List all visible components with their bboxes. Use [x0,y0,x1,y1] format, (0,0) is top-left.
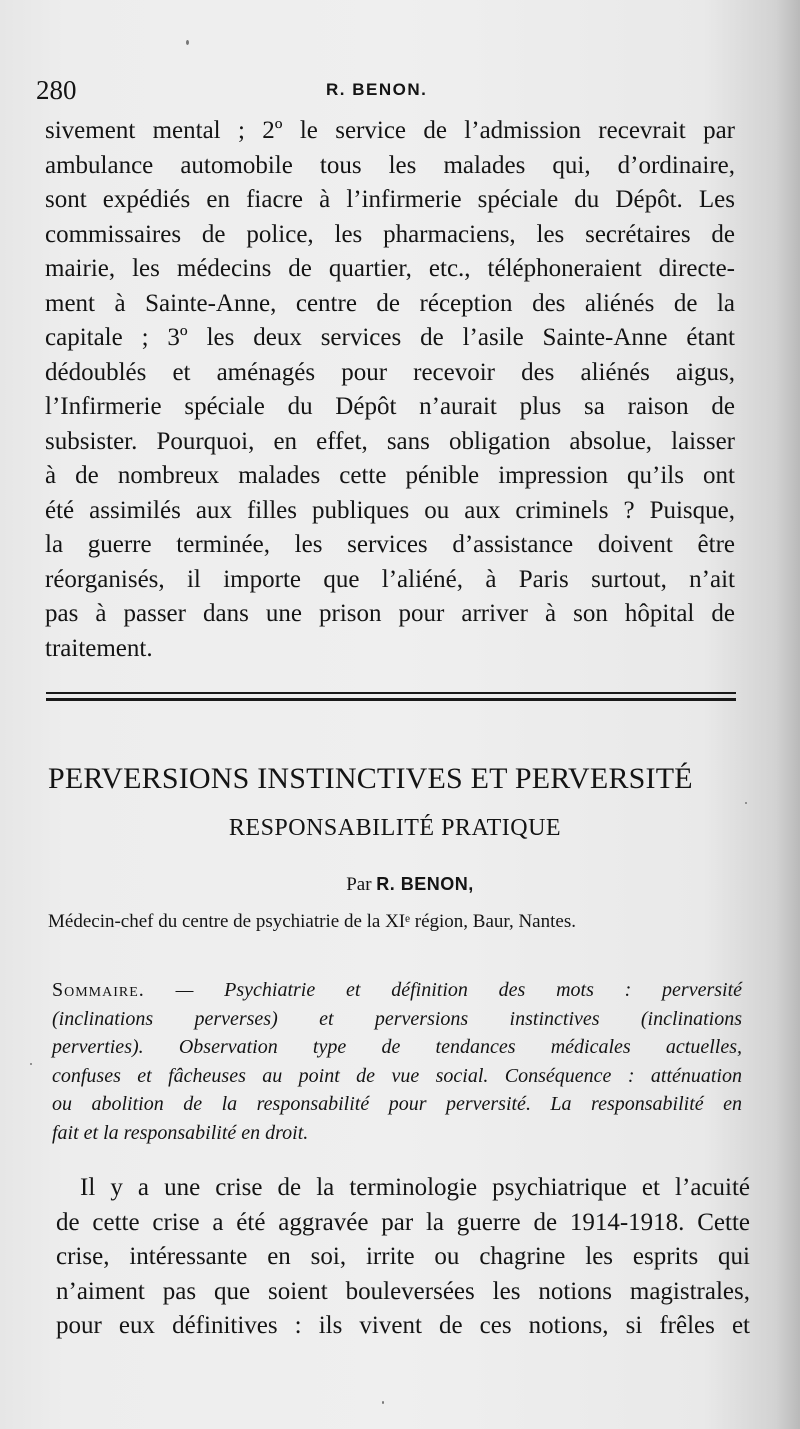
text-line: ment à Sainte-Anne, centre de réception des aliénés de la [45,289,735,317]
paper-speck [382,1401,384,1404]
text-line: Il y a une crise de la terminologie psychiatrique et l’acuité [80,1174,750,1201]
paper-speck [186,40,189,45]
summary-label: Sommaire. [52,979,145,1001]
text-line: à de nombreux malades cette pénible impression qu’ils ont [45,462,735,489]
summary-text: Psychiatrie et définition des mots : perversité [224,979,743,1001]
divider-thick-line [46,698,736,701]
text-line: n’aiment pas que soient bouleversées les notions magistrales, [56,1277,750,1305]
page-header [36,74,776,106]
text-line: la guerre terminée, les services d’assistance doivent être [45,531,735,558]
text-line: commissaires de police, les pharmaciens, les secrétaires de [45,220,735,248]
text-line: traitement. [45,634,153,662]
summary-line: perverties). Observation type de tendances médicales actuelles, [52,1036,742,1058]
paper-speck [745,802,747,804]
divider-thin-line [46,692,736,694]
summary-line: ou abolition de la responsabilité pour perversité. La responsabilité en [52,1093,742,1115]
text-line: dédoublés et aménagés pour recevoir des aliénés aigus, [45,358,735,386]
byline-author: R. BENON, [376,874,474,894]
article-title: PERVERSIONS INSTINCTIVES ET PERVERSITÉ [48,762,693,795]
text-line: réorganisés, il importe que l’aliéné, à Paris surtout, n’ait [45,565,735,593]
text-line: ambulance automobile tous les malades qui, d’ordinaire, [45,151,735,179]
text-line: mairie, les médecins de quartier, etc., téléphoneraient directe- [45,255,735,282]
summary-dash: — [175,979,194,1001]
text-line: pour eux définitives : ils vivent de ces notions, si frêles et [56,1312,750,1339]
page-number: 280 [36,75,77,105]
summary-block [52,976,742,1147]
text-line: sont expédiés en fiacre à l’infirmerie spéciale du Dépôt. Les [45,186,735,213]
text-line: été assimilés aux filles publiques ou aux criminels ? Puisque, [45,496,735,524]
byline [0,870,800,899]
body-paragraph [56,1171,750,1344]
summary-line: fait et la responsabilité en droit. [52,1121,309,1144]
continued-paragraph [45,114,735,666]
text-line: sivement mental ; 2º le service de l’admission recevrait par [45,117,735,144]
text-line: crise, intéressante en soi, irrite ou chagrine les esprits qui [56,1243,750,1270]
paper-speck [30,1063,32,1065]
article-subtitle: RESPONSABILITÉ PRATIQUE [228,815,562,841]
text-line: pas à passer dans une prison pour arriver à son hôpital de [45,600,735,627]
running-head: R. BENON. [326,80,428,99]
text-line: de cette crise a été aggravée par la guerre de 1914-1918. Cette [56,1208,750,1236]
byline-prefix: Par [346,874,372,895]
summary-line: confuses et fâcheuses au point de vue social. Conséquence : atténuation [52,1064,742,1087]
text-line: capitale ; 3º les deux services de l’asile Sainte-Anne étant [45,324,735,351]
author-affiliation: Médecin-chef du centre de psychiatrie de la XIᵉ région, Baur, Nantes. [48,911,576,932]
text-line: l’Infirmerie spéciale du Dépôt n’aurait plus sa raison de [45,393,735,420]
summary-first-line [52,976,742,1005]
summary-line: (inclinations perverses) et perversions instinctives (inclinations [52,1007,742,1030]
section-divider [46,690,736,704]
text-line: subsister. Pourquoi, en effet, sans obligation absolue, laisser [45,427,735,455]
